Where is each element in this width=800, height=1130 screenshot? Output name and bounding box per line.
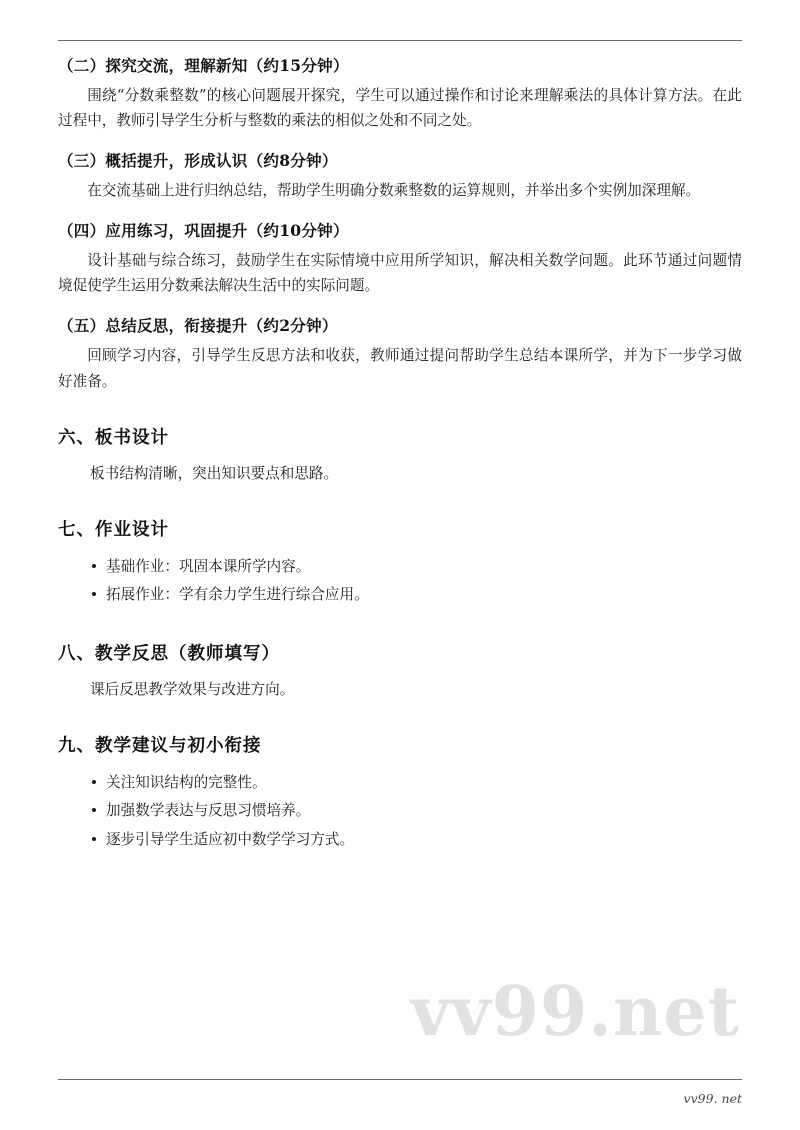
stage-paragraph: 在交流基础上进行归纳总结，帮助学生明确分数乘整数的运算规则，并举出多个实例加深理解。	[87, 182, 701, 200]
stage-heading: （四）应用练习，巩固提升（约10分钟）	[58, 221, 349, 241]
stage-heading: （二）探究交流，理解新知（约15分钟）	[58, 56, 349, 75]
section-heading: 八、教学反思（教师填写）	[58, 643, 280, 664]
major-section-homework-design	[58, 516, 742, 610]
list-item: 逐步引导学生适应初中数学学习方式。	[90, 826, 742, 854]
stage-paragraph: 设计基础与综合练习，鼓励学生在实际情境中应用所学知识，解决相关数学问题。此环节通过问题情境促使学生运用分数乘法解决生活中的实际问题。	[58, 252, 742, 295]
section-heading: 七、作业设计	[58, 519, 169, 540]
stage-paragraph: 围绕“分数乘整数”的核心问题展开探究，学生可以通过操作和讨论来理解乘法的具体计算方法。在此过程中，教师引导学生分析与整数的乘法的相似之处和不同之处。	[58, 87, 742, 130]
lesson-stage-block	[58, 219, 742, 298]
footer-site-mark: vv99. net	[683, 1091, 742, 1106]
list-item: 基础作业：巩固本课所学内容。	[90, 553, 742, 581]
list-item: 加强数学表达与反思习惯培养。	[90, 797, 742, 825]
bottom-divider-rule	[58, 1079, 742, 1080]
major-section-teaching-suggestions	[58, 732, 742, 854]
document-body	[58, 54, 742, 854]
stage-heading: （五）总结反思，衔接提升（约2分钟）	[58, 316, 338, 336]
section-heading: 六、板书设计	[58, 427, 169, 448]
stage-paragraph: 回顾学习内容，引导学生反思方法和收获，教师通过提问帮助学生总结本课所学，并为下一步学习做好准备。	[58, 347, 742, 390]
suggestions-list	[58, 769, 742, 854]
lesson-stage-block	[58, 149, 742, 203]
section-paragraph: 课后反思教学效果与改进方向。	[90, 680, 295, 698]
lesson-stage-block	[58, 54, 742, 133]
top-divider-rule	[58, 40, 742, 41]
stage-heading: （三）概括提升，形成认识（约8分钟）	[58, 151, 338, 171]
major-section-board-design	[58, 424, 742, 486]
page-watermark: vv99.net	[410, 972, 740, 1052]
section-paragraph: 板书结构清晰，突出知识要点和思路。	[90, 464, 339, 482]
list-item: 关注知识结构的完整性。	[90, 769, 742, 797]
lesson-stage-block	[58, 314, 742, 393]
major-section-teaching-reflection	[58, 640, 742, 702]
homework-list	[58, 553, 742, 610]
list-item: 拓展作业：学有余力学生进行综合应用。	[90, 581, 742, 609]
section-heading: 九、教学建议与初小衔接	[58, 735, 262, 756]
